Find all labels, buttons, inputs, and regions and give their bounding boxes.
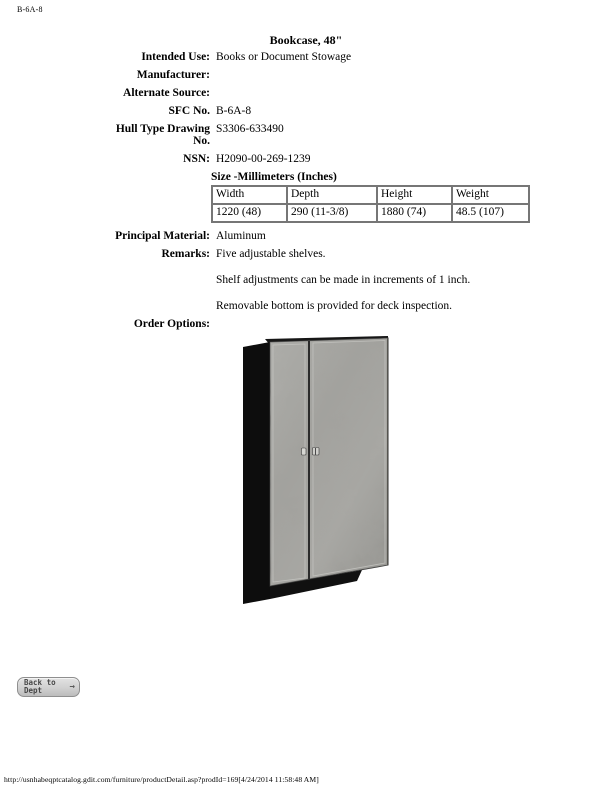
size-col-header: Weight [452,186,529,204]
product-detail-fields [0,51,612,606]
field-row-principal-material [0,230,612,242]
field-value [216,87,612,99]
field-value [216,318,612,330]
size-table-value-row [212,204,529,222]
field-row-manufacturer [0,69,612,81]
back-button-line1: Back to [24,678,56,687]
field-label [100,123,210,147]
field-label: Remarks: [161,248,210,260]
size-value-cell: 1880 (74) [377,204,452,222]
field-label: Manufacturer: [136,69,210,81]
page-doc-id: B-6A-8 [17,5,43,14]
field-label-line2: No. [193,135,210,147]
size-table [211,185,530,223]
field-label: SFC No. [168,105,210,117]
remarks-paragraph [0,300,612,312]
field-row-intended-use [0,51,612,63]
field-label-line1: Hull Type Drawing [115,123,210,135]
size-value-cell: 290 (11-3/8) [287,204,377,222]
size-col-header: Depth [287,186,377,204]
remarks-paragraph [0,274,612,286]
left-door-handle [302,448,307,455]
field-value: Five adjustable shelves. [216,248,326,260]
field-label: Intended Use: [141,51,210,63]
field-value: B-6A-8 [216,105,252,117]
field-label: Principal Material: [115,230,210,242]
field-value: Books or Document Stowage [216,51,352,63]
remarks-text: Removable bottom is provided for deck inspection. [216,300,453,312]
field-row-remarks [0,248,612,260]
arrow-right-icon: → [69,682,75,692]
back-button-label [24,679,70,695]
size-table-header-row [212,186,529,204]
field-row-nsn [0,153,612,165]
field-label: Alternate Source: [123,87,210,99]
print-footer-url: http://usnhabeqptcatalog.gdit.com/furniture/productDetail.asp?prodId=169[4/24/2014 11:58:48 AM] [4,775,319,784]
back-button-line2: Dept [24,686,43,695]
field-row-sfc-no [0,105,612,117]
size-col-header: Height [377,186,452,204]
field-value [216,69,612,81]
remarks-text: Shelf adjustments can be made in increments of 1 inch. [216,274,471,286]
size-table-heading: Size -Millimeters (Inches) [211,171,337,183]
bookcase-photo [243,336,390,606]
field-label: Order Options: [133,318,210,330]
back-to-dept-button[interactable] [17,677,80,697]
field-label: NSN: [183,153,210,165]
field-value: Aluminum [216,230,266,242]
field-row-alternate-source [0,87,612,99]
field-row-order-options [0,318,612,330]
size-value-cell: 1220 (48) [212,204,287,222]
bookcase-left-side [243,342,270,604]
field-value: S3306-633490 [216,123,284,135]
field-row-hull-type-drawing-no [0,123,612,147]
size-col-header: Width [212,186,287,204]
product-title: Bookcase, 48" [269,33,343,47]
size-value-cell: 48.5 (107) [452,204,529,222]
field-value: H2090-00-269-1239 [216,153,311,165]
